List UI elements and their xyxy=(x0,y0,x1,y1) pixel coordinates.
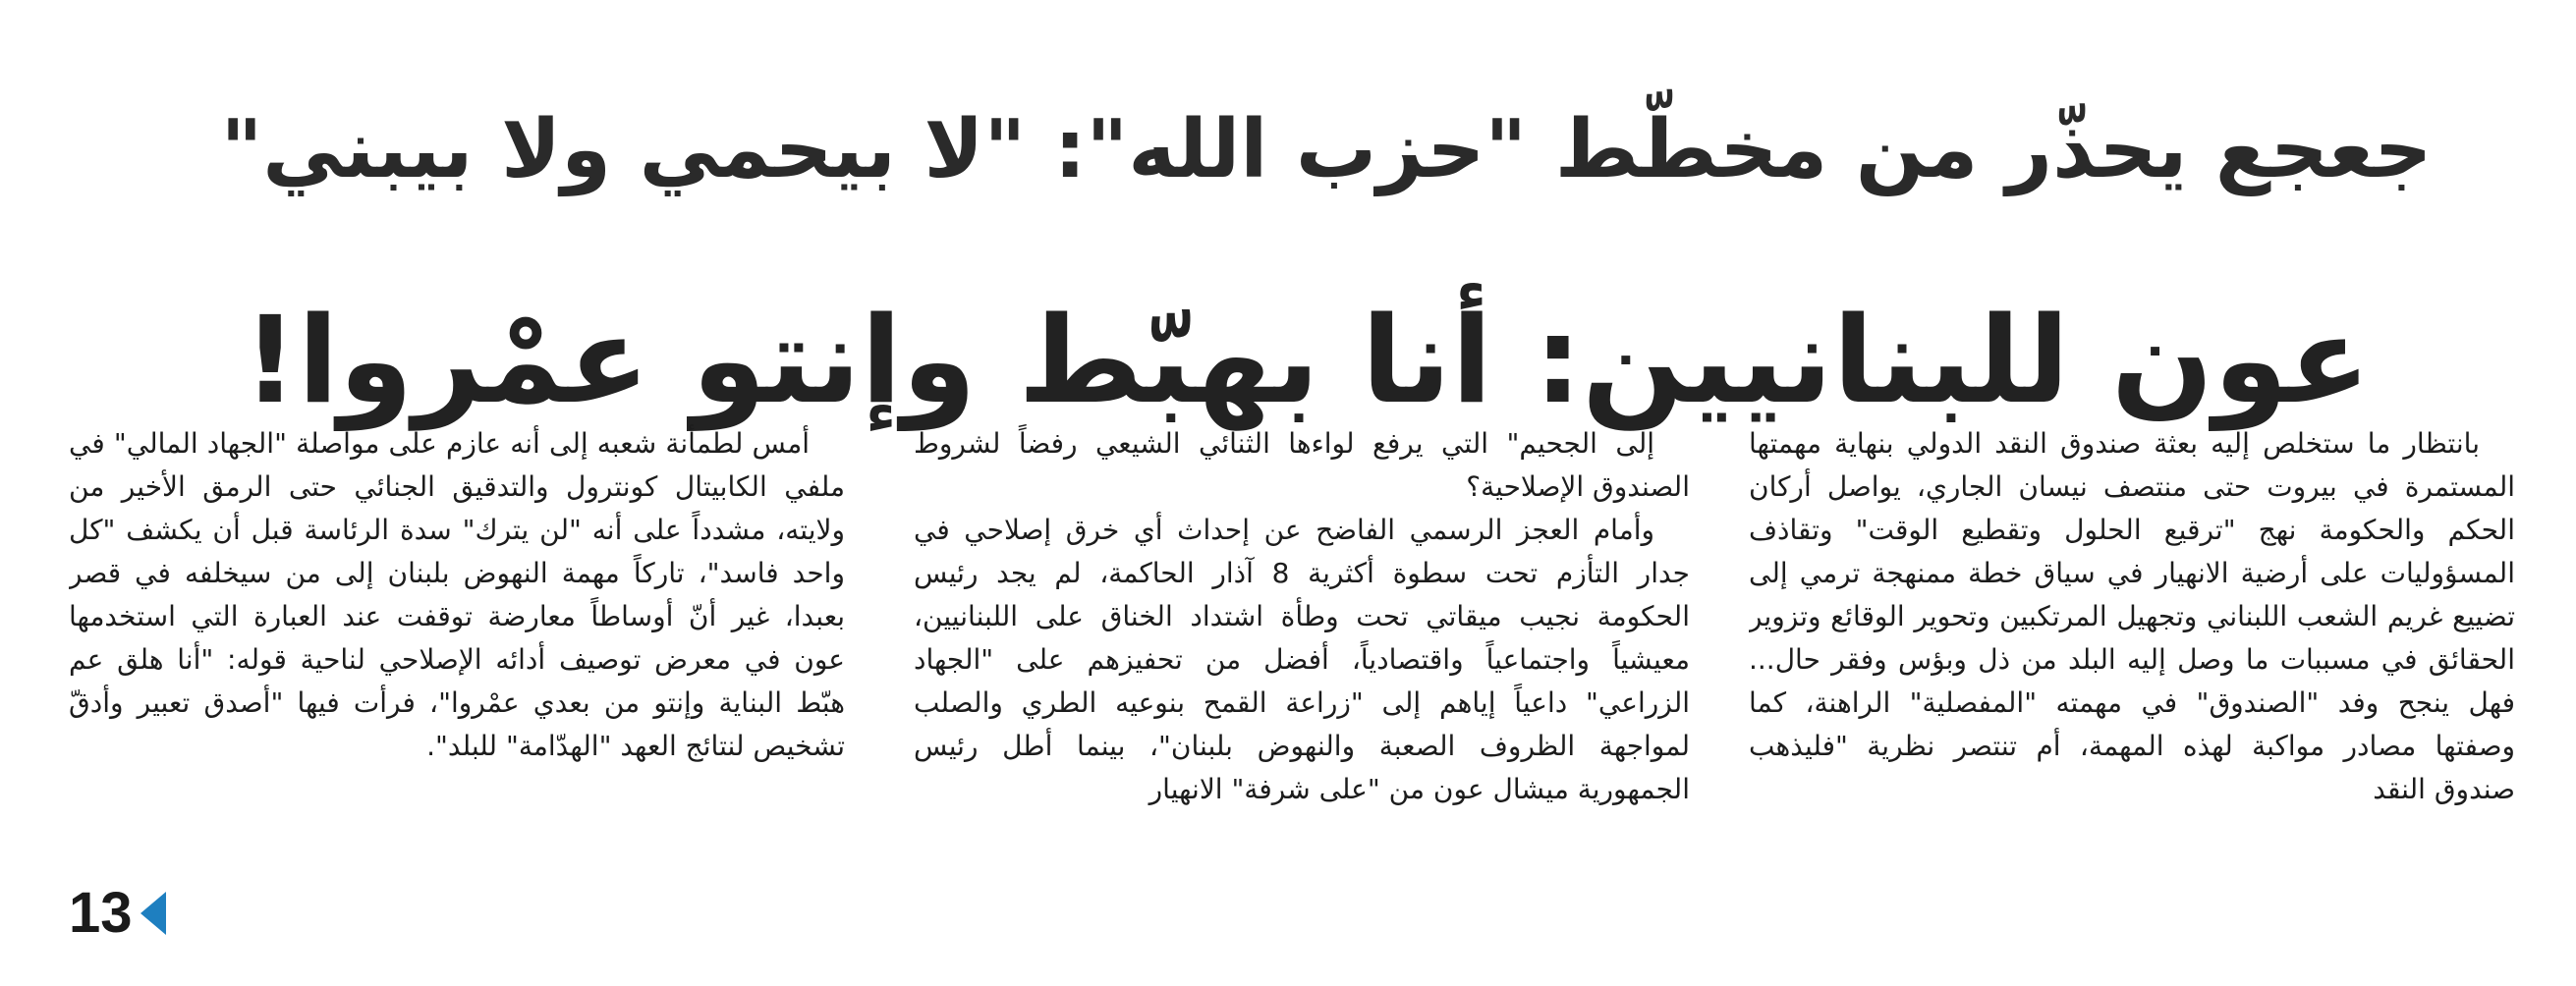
headline-title: عون للبنانيين: أنا بهبّط وإنتو عمْروا! xyxy=(243,290,2371,430)
article-column-middle xyxy=(914,422,1690,958)
article-column-left xyxy=(69,422,845,958)
article-paragraph: إلى الجحيم" التي يرفع لواءها الثنائي الشيعي رفضاً لشروط الصندوق الإصلاحية؟ xyxy=(914,427,1690,503)
page-number xyxy=(69,879,166,948)
article-paragraph: بانتظار ما ستخلص إليه بعثة صندوق النقد الدولي بنهاية مهمتها المستمرة في بيروت حتى منتصف نيسان الجاري، يواصل أركان الحكم والحكومة نهج "ترقيع الحلول وتقطيع الوقت" وتقاذف المسؤوليات على أرضية الانهيار في سياق خطة ممنهجة ترمي إلى تضييع غريم الشعب اللبناني وتجهيل المرتكبين وتحوير الوقائع وتزوير الحقائق في مسببات ما وصل إليه البلد من ذل وبؤس وفقر حال... فهل ينجح وفد "الصندوق" في مهمته "المفصلية" الراهنة، كما وصفتها مصادر مواكبة لهذه المهمة، أم تنتصر نظرية "فليذهب صندوق النقد xyxy=(1749,427,2515,805)
headline-kicker: جعجع يحذّر من مخطّط "حزب الله": "لا بيحمي ولا بيبني" xyxy=(220,103,2433,197)
article-column-right xyxy=(1749,422,2515,958)
page-arrow-icon xyxy=(140,892,166,935)
article-paragraph: وأمام العجز الرسمي الفاضح عن إحداث أي خرق إصلاحي في جدار التأزم تحت سطوة أكثرية 8 آذار الحاكمة، لم يجد رئيس الحكومة نجيب ميقاتي تحت وطأة اشتداد الخناق على اللبنانيين، معيشياً واجتماعياً واقتصادياً، أفضل من تحفيزهم على "الجهاد الزراعي" داعياً إياهم إلى "زراعة القمح بنوعيه الطري والصلب لمواجهة الظروف الصعبة والنهوض بلبنان"، بينما أطل رئيس الجمهورية ميشال عون من "على شرفة" الانهيار xyxy=(914,514,1690,805)
page-number-text: 13 xyxy=(69,881,133,945)
article-paragraph: أمس لطمأنة شعبه إلى أنه عازم على مواصلة "الجهاد المالي" في ملفي الكابيتال كونترول والتدقيق الجنائي حتى الرمق الأخير من ولايته، مشدداً على أنه "لن يترك" سدة الرئاسة قبل أن يكشف "كل واحد فاسد"، تاركاً مهمة النهوض بلبنان إلى من سيخلفه في قصر بعبدا، غير أنّ أوساطاً معارضة توقفت عند العبارة التي استخدمها عون في معرض توصيف أدائه الإصلاحي لناحية قوله: "أنا هلق عم هبّط البناية وإنتو من بعدي عمْروا"، فرأت فيها "أصدق تعبير وأدقّ تشخيص لنتائج العهد "الهدّامة" للبلد". xyxy=(69,427,845,762)
